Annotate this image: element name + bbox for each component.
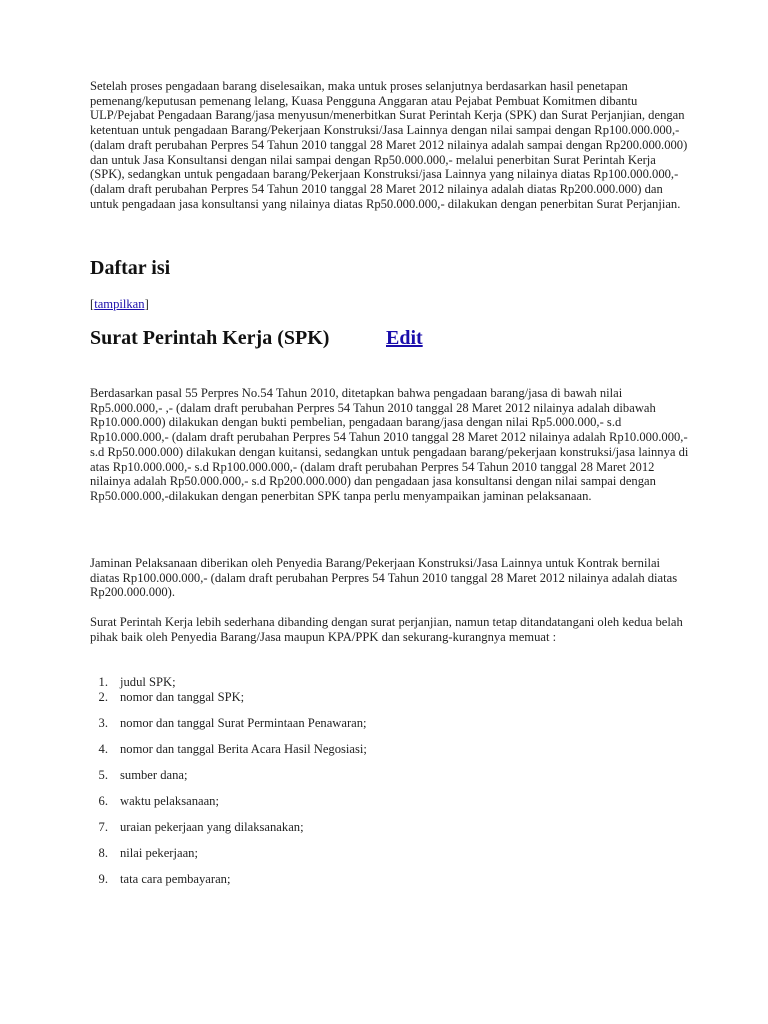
- list-item: [90, 768, 188, 783]
- list-item-text: waktu pelaksanaan;: [120, 794, 219, 808]
- section-heading-spk: Surat Perintah Kerja (SPK): [90, 327, 330, 349]
- list-item-text: nomor dan tanggal Surat Permintaan Penawaran;: [120, 716, 367, 730]
- list-item: [90, 690, 244, 705]
- edit-section-link[interactable]: Edit: [386, 327, 423, 349]
- intro-paragraph: Setelah proses pengadaan barang diselesaikan, maka untuk proses selanjutnya berdasarkan hasil penetapan pemenang/keputusan pemenang lelang, Kuasa Pengguna Anggaran atau Pejabat Pembuat Komitmen dibantu ULP/Pejabat Pengadaan Barang/jasa menyusun/menerbitkan Surat Perintah Kerja (SPK) dan Surat Perjanjian, dengan ketentuan untuk pengadaan Barang/Pekerjaan Konstruksi/Jasa Lainnya dengan nilai sampai dengan Rp100.000.000,- (dalam draft perubahan Perpres 54 Tahun 2010 tanggal 28 Maret 2012 nilainya adalah sampai dengan Rp200.000.000) dan untuk Jasa Konsultansi dengan nilai sampai dengan Rp50.000.000,- melalui penerbitan Surat Perintah Kerja (SPK), sedangkan untuk pengadaan barang/Pekerjaan Konstruksi/jasa Lainnya yang nilainya diatas Rp100.000.000,- (dalam draft perubahan Perpres 54 Tahun 2010 tanggal 28 Maret 2012 nilainya adalah diatas Rp200.000.000) dan untuk pengadaan jasa konsultansi yang nilainya diatas Rp50.000.000,- dilakukan dengan penerbitan Surat Perjanjian.: [90, 79, 688, 211]
- spk-paragraph-3: Surat Perintah Kerja lebih sederhana dibanding dengan surat perjanjian, namun tetap ditandatangani oleh kedua belah pihak baik oleh Penyedia Barang/Jasa maupun KPA/PPK dan sekurang-kurangnya memuat :: [90, 615, 683, 644]
- list-item: [90, 820, 304, 835]
- list-item: [90, 794, 219, 809]
- list-item-text: nilai pekerjaan;: [120, 846, 198, 860]
- toc-bracket-close: ]: [144, 297, 149, 311]
- toc-heading: Daftar isi: [90, 257, 171, 279]
- list-item: [90, 675, 176, 690]
- list-item-number: 8.: [98, 846, 108, 860]
- toc-bracket-open: [: [90, 297, 95, 311]
- toc-show-link[interactable]: tampilkan: [94, 297, 145, 311]
- spk-paragraph-2: Jaminan Pelaksanaan diberikan oleh Penyedia Barang/Pekerjaan Konstruksi/Jasa Lainnya untuk Kontrak bernilai diatas Rp100.000.000,- (dalam draft perubahan Perpres 54 Tahun 2010 tanggal 28 Maret 2012 nilainya adalah diatas Rp200.000.000).: [90, 556, 678, 600]
- list-item-number: 2.: [98, 690, 108, 704]
- list-item-text: tata cara pembayaran;: [120, 872, 231, 886]
- list-item: [90, 716, 367, 731]
- list-item-text: uraian pekerjaan yang dilaksanakan;: [120, 820, 304, 834]
- list-item-number: 5.: [98, 768, 108, 782]
- list-item-text: sumber dana;: [120, 768, 188, 782]
- list-item: [90, 872, 230, 887]
- list-item-number: 6.: [98, 794, 108, 808]
- list-item-number: 9.: [98, 872, 108, 886]
- list-item: [90, 742, 367, 757]
- spk-paragraph-1: Berdasarkan pasal 55 Perpres No.54 Tahun 2010, ditetapkan bahwa pengadaan barang/jasa di bawah nilai Rp5.000.000,- ,- (dalam draft perubahan Perpres 54 Tahun 2010 tanggal 28 Maret 2012 nilainya adalah dibawah Rp10.000.000) dilakukan dengan bukti pembelian, pengadaan barang/jasa dengan nilai Rp5.000.000,- s.d Rp10.000.000,- (dalam draft perubahan Perpres 54 Tahun 2010 tanggal 28 Maret 2012 nilainya adalah Rp10.000.000,- s.d Rp50.000.000) dilakukan dengan kuitansi, sedangkan untuk pengadaan barang/pekerjaan konstruksi/jasa lainnya di atas Rp10.000.000,- s.d Rp100.000.000,- (dalam draft perubahan Perpres 54 Tahun 2010 tanggal 28 Maret 2012 nilainya adalah Rp50.000.000,- s.d Rp200.000.000) dan pengadaan jasa konsultansi dengan nilai sampai dengan Rp50.000.000,-dilakukan dengan penerbitan SPK tanpa perlu menyampaikan jaminan pelaksanaan.: [90, 386, 689, 503]
- list-item-text: nomor dan tanggal SPK;: [120, 690, 245, 704]
- list-item-number: 1.: [98, 675, 108, 689]
- list-item-number: 4.: [98, 742, 108, 756]
- list-item: [90, 846, 198, 861]
- toc-toggle: [90, 297, 149, 312]
- list-item-number: 3.: [98, 716, 108, 730]
- list-item-text: judul SPK;: [120, 675, 176, 689]
- list-item-number: 7.: [98, 820, 108, 834]
- list-item-text: nomor dan tanggal Berita Acara Hasil Negosiasi;: [120, 742, 367, 756]
